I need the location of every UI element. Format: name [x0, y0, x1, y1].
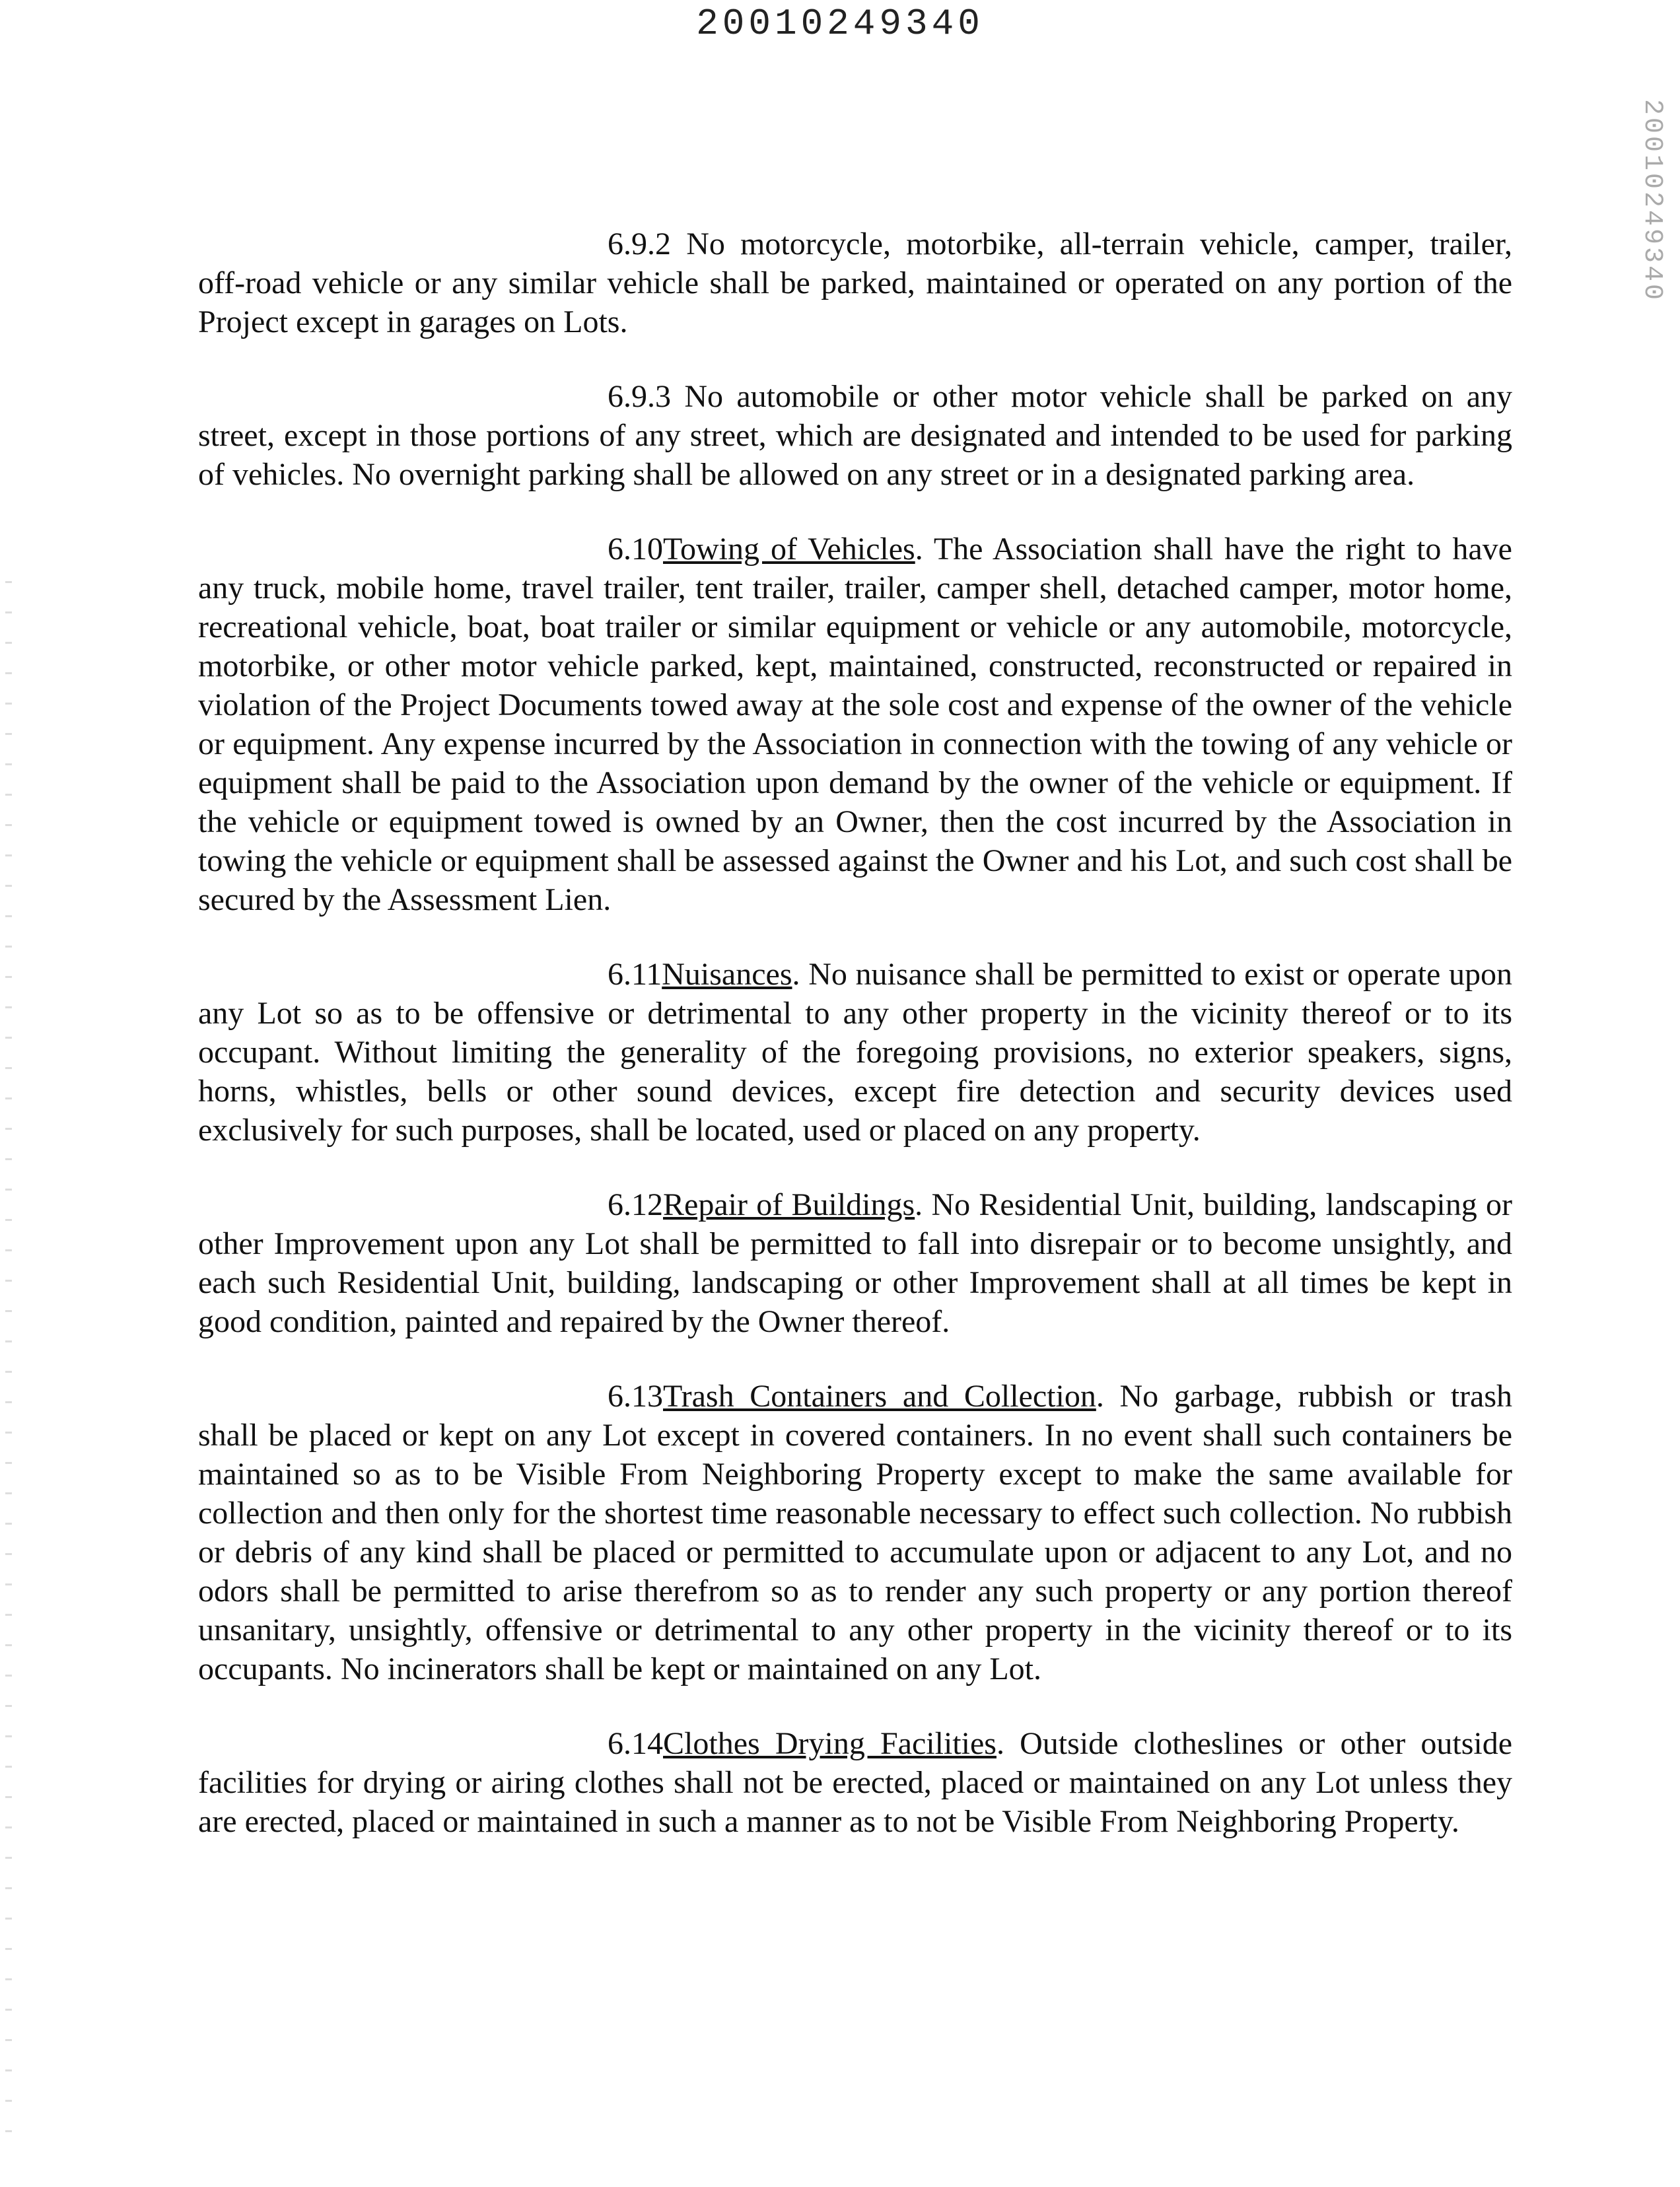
section-number: 6.13: [608, 1379, 663, 1414]
section-number: 6.10: [608, 532, 663, 567]
side-stamp: [1635, 99, 1675, 310]
paragraph-gap: [198, 341, 1512, 377]
section-number: 6.14: [608, 1726, 663, 1761]
side-stamp-text: 20010249340: [1637, 99, 1667, 303]
paragraph-gap: [198, 1688, 1512, 1724]
section-text: No motorcycle, motorbike, all-terrain vehicle, camper, trailer, off-road vehicle or any similar vehicle shall be parked, maintained or operated on any portion of the Project except in garages on Lots.: [198, 226, 1513, 339]
section-6-9-2: [198, 225, 1512, 341]
paragraph-gap: [198, 494, 1512, 530]
section-heading: Trash Containers and Collection: [663, 1379, 1096, 1414]
section-text: No Residential Unit, building, landscaping or other Improvement upon any Lot shall be permitted to fall into disrepair or to become unsightly, and each such Residential Unit, building, landscaping or other Improvement shall at all times be kept in good condition, painted and repaired by the Owner thereof.: [198, 1187, 1513, 1339]
section-number: 6.11: [608, 957, 662, 992]
section-number: 6.12: [608, 1187, 663, 1222]
section-number: 6.9.3: [608, 379, 671, 414]
section-heading: Repair of Buildings: [663, 1187, 915, 1222]
document-number: 20010249340: [696, 3, 984, 45]
section-6-13: 6.13Trash Containers and Collection. No garbage, rubbish or trash shall be placed or kept on any Lot except in covered containers. In no event shall such containers be maintained so as to be Visible From Neighboring Property except to make the same available for collection and then only for the shortest time reasonable necessary to effect such collection. No rubbish or debris of any kind shall be placed or permitted to accumulate upon or adjacent to any Lot, and no odors shall be permitted to arise therefrom so as to render any such property or any portion thereof unsanitary, unsightly, offensive or detrimental to any other property in the vicinity thereof or to its occupants. No incinerators shall be kept or maintained on any Lot.: [198, 1377, 1512, 1688]
section-6-14: 6.14Clothes Drying Facilities. Outside clotheslines or other outside facilities for drying or airing clothes shall not be erected, placed or maintained on any Lot unless they are erected, placed or maintained in such a manner as to not be Visible From Neighboring Property.: [198, 1724, 1512, 1841]
section-text: No automobile or other motor vehicle shall be parked on any street, except in those portions of any street, which are designated and intended to be used for parking of vehicles. No overnight parking shall be allowed on any street or in a designated parking area.: [198, 379, 1513, 492]
section-text: No garbage, rubbish or trash shall be placed or kept on any Lot except in covered containers. In no event shall such containers be maintained so as to be Visible From Neighboring Property except to make the same available for collection and then only for the shortest time reasonable necessary to effect such collection. No rubbish or debris of any kind shall be placed or permitted to accumulate upon or adjacent to any Lot, and no odors shall be permitted to arise therefrom so as to render any such property or any portion thereof unsanitary, unsightly, offensive or detrimental to any other property in the vicinity thereof or to its occupants. No incinerators shall be kept or maintained on any Lot.: [198, 1379, 1512, 1686]
page-body: [198, 225, 1512, 1841]
section-number: 6.9.2: [608, 226, 671, 261]
scan-edge-artifact: [5, 581, 12, 2153]
paragraph-gap: [198, 1150, 1512, 1185]
paragraph-gap: [198, 919, 1512, 955]
paragraph-gap: [198, 1341, 1512, 1377]
section-text: No nuisance shall be permitted to exist or operate upon any Lot so as to be offensive or detrimental to any other property in the vicinity thereof or to its occupant. Without limiting the generality of the foregoing provisions, no exterior speakers, signs, horns, whistles, bells or other sound devices, except fire detection and security devices used exclusively for such purposes, shall be located, used or placed on any property.: [198, 957, 1513, 1148]
section-text: Outside clotheslines or other outside facilities for drying or airing clothes shall not be erected, placed or maintained on any Lot unless they are erected, placed or maintained in such a manner as to not be Visible From Neighboring Property.: [198, 1726, 1513, 1839]
section-heading: Clothes Drying Facilities: [663, 1726, 997, 1761]
section-6-10: 6.10Towing of Vehicles. The Association shall have the right to have any truck, mobile home, travel trailer, tent trailer, trailer, camper shell, detached camper, motor home, recreational vehicle, boat, boat trailer or similar equipment or vehicle or any automobile, motorcycle, motorbike, or other motor vehicle parked, kept, maintained, constructed, reconstructed or repaired in violation of the Project Documents towed away at the sole cost and expense of the owner of the vehicle or equipment. Any expense incurred by the Association in connection with the towing of any vehicle or equipment shall be paid to the Association upon demand by the owner of the vehicle or equipment. If the vehicle or equipment towed is owned by an Owner, then the cost incurred by the Association in towing the vehicle or equipment shall be assessed against the Owner and his Lot, and such cost shall be secured by the Assessment Lien.: [198, 530, 1512, 919]
section-6-9-3: [198, 377, 1512, 494]
section-6-11: 6.11Nuisances. No nuisance shall be permitted to exist or operate upon any Lot so as to be offensive or detrimental to any other property in the vicinity thereof or to its occupant. Without limiting the generality of the foregoing provisions, no exterior speakers, signs, horns, whistles, bells or other sound devices, except fire detection and security devices used exclusively for such purposes, shall be located, used or placed on any property.: [198, 955, 1512, 1150]
section-heading: Towing of Vehicles: [663, 532, 915, 567]
section-heading: Nuisances: [662, 957, 792, 992]
section-text: The Association shall have the right to have any truck, mobile home, travel trailer, tent trailer, trailer, camper shell, detached camper, motor home, recreational vehicle, boat, boat trailer or similar equipment or vehicle or any automobile, motorcycle, motorbike, or other motor vehicle parked, kept, maintained, constructed, reconstructed or repaired in violation of the Project Documents towed away at the sole cost and expense of the owner of the vehicle or equipment. Any expense incurred by the Association in connection with the towing of any vehicle or equipment shall be paid to the Association upon demand by the owner of the vehicle or equipment. If the vehicle or equipment towed is owned by an Owner, then the cost incurred by the Association in towing the vehicle or equipment shall be assessed against the Owner and his Lot, and such cost shall be secured by the Assessment Lien.: [198, 532, 1512, 917]
section-6-12: 6.12Repair of Buildings. No Residential Unit, building, landscaping or other Improvement upon any Lot shall be permitted to fall into disrepair or to become unsightly, and each such Residential Unit, building, landscaping or other Improvement shall at all times be kept in good condition, painted and repaired by the Owner thereof.: [198, 1185, 1512, 1341]
